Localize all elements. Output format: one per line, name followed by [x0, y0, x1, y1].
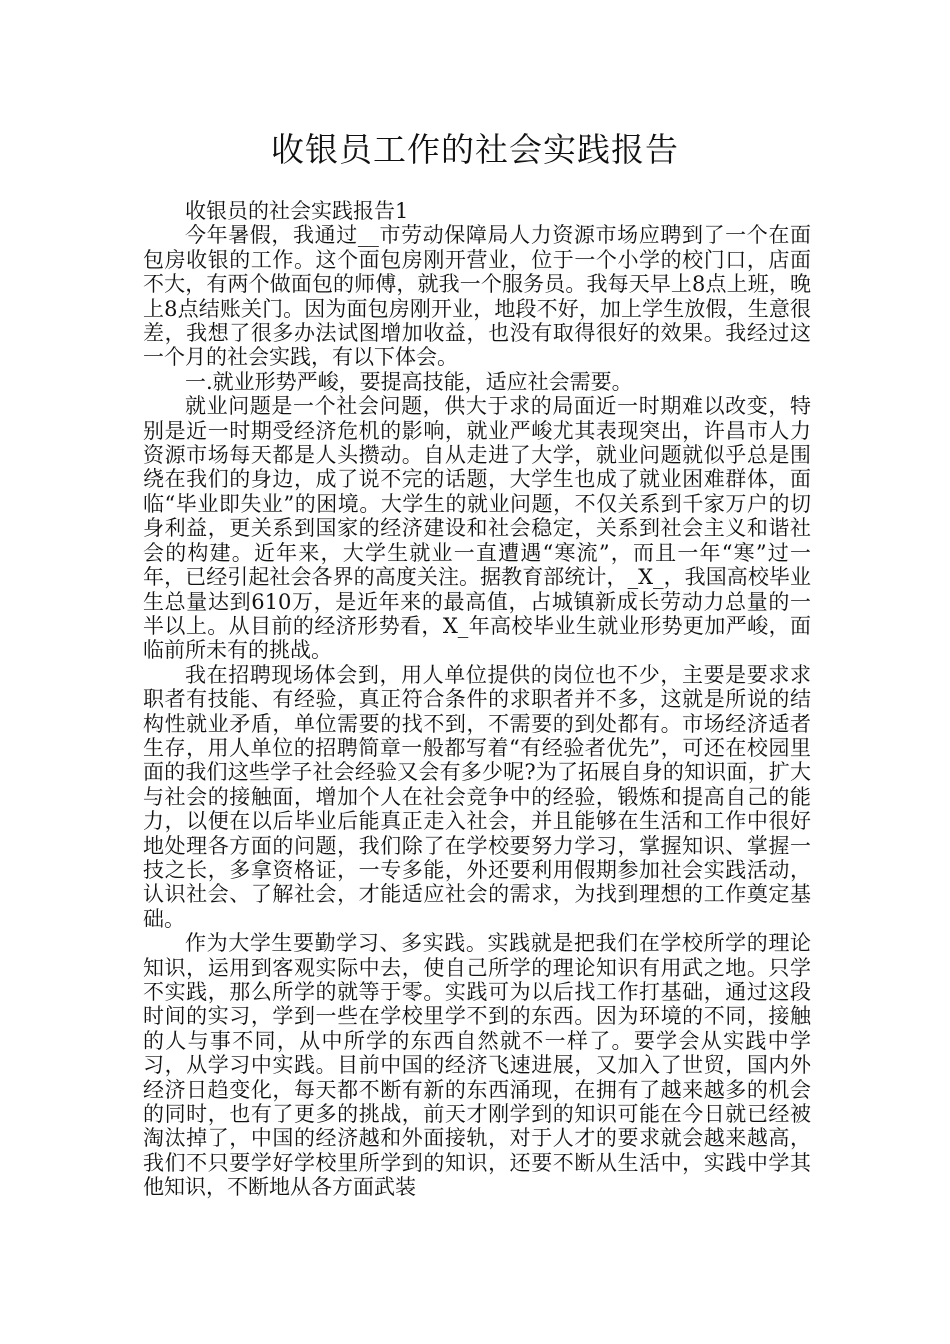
paragraph-recruitment: 我在招聘现场体会到，用人单位提供的岗位也不少，主要是要求求职者有技能、有经验，真正符合条件的求职者并不多，这就是所说的结构性就业矛盾，单位需要的找不到，不需要的到处都有。市场经济适者生存，用人单位的招聘简章一般都写着“有经验者优先”，可还在校园里面的我们这些学子社会经验又会有多少呢?为了拓展自身的知识面，扩大与社会的接触面，增加个人在社会竞争中的经验，锻炼和提高自己的能力，以便在以后毕业后能真正走入社会，并且能够在生活和工作中很好地处理各方面的问题，我们除了在学校要努力学习，掌握知识、掌握一技之长，多拿资格证，一专多能，外还要利用假期参加社会实践活动，认识社会、了解社会，才能适应社会的需求，为找到理想的工作奠定基础。	[143, 662, 811, 931]
paragraph-intro: 今年暑假，我通过__市劳动保障局人力资源市场应聘到了一个在面包房收银的工作。这个面包房刚开营业，位于一个小学的校门口，店面不大，有两个做面包的师傅，就我一个服务员。我每天早上8点上班，晚上8点结账关门。因为面包房刚开业，地段不好，加上学生放假，生意很差，我想了很多办法试图增加收益，也没有取得很好的效果。我经过这一个月的社会实践，有以下体会。	[143, 223, 811, 370]
document-title: 收银员工作的社会实践报告	[271, 130, 679, 169]
document-body	[143, 199, 811, 1200]
paragraph-section-heading: 一.就业形势严峻，要提高技能，适应社会需要。	[185, 369, 633, 394]
paragraph-subtitle: 收银员的社会实践报告1	[185, 199, 409, 223]
paragraph-practice: 作为大学生要勤学习、多实践。实践就是把我们在学校所学的理论知识，运用到客观实际中去，使自己所学的理论知识有用武之地。只学不实践，那么所学的就等于零。实践可为以后找工作打基础，通过这段时间的实习，学到一些在学校里学不到的东西。因为环境的不同，接触的人与事不同，从中所学的东西自然就不一样了。要学会从实践中学习，从学习中实践。目前中国的经济飞速进展，又加入了世贸，国内外经济日趋变化，每天都不断有新的东西涌现，在拥有了越来越多的机会的同时，也有了更多的挑战，前天才刚学到的知识可能在今日就已经被淘汰掉了，中国的经济越和外面接轨，对于人才的要求就会越来越高，我们不只要学好学校里所学到的知识，还要不断从生活中，实践中学其他知识，不断地从各方面武装	[143, 931, 811, 1200]
paragraph-employment: 就业问题是一个社会问题，供大于求的局面近一时期难以改变，特别是近一时期受经济危机的影响，就业严峻尤其表现突出，许昌市人力资源市场每天都是人头攒动。自从走进了大学，就业问题就似乎总是围绕在我们的身边，成了说不完的话题，大学生也成了就业困难群体，面临“毕业即失业”的困境。大学生的就业问题，不仅关系到千家万户的切身利益，更关系到国家的经济建设和社会稳定，关系到社会主义和谐社会的构建。近年来，大学生就业一直遭遇“寒流”，而且一年“寒”过一年，已经引起社会各界的高度关注。据教育部统计，_X_，我国高校毕业生总量达到610万，是近年来的最高值，占城镇新成长劳动力总量的一半以上。从目前的经济形势看，X_年高校毕业生就业形势更加严峻，面临前所未有的挑战。	[143, 394, 811, 663]
